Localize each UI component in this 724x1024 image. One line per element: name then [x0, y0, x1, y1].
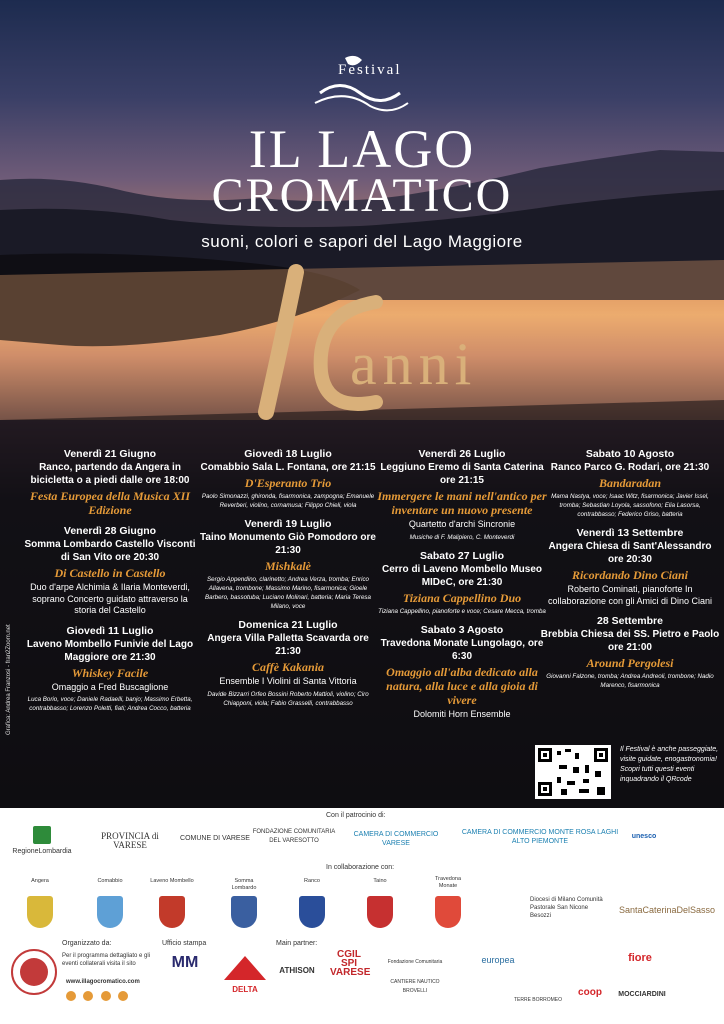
event-title: Omaggio all'alba dedicato alla natura, alla luce e alla gioia di vivere — [386, 664, 538, 707]
ranco-crest-icon — [299, 896, 325, 928]
event-title: Bandaradan — [598, 476, 662, 490]
partner-name: DELTA — [232, 985, 258, 994]
event-place: Somma Lombardo Castello Visconti di San Vito ore 20:30 — [24, 539, 196, 563]
title-line-2: CROMATICO — [211, 169, 513, 222]
somma-crest-icon — [231, 896, 257, 928]
sponsor-unesco: unesco — [631, 833, 657, 840]
event-block — [198, 518, 378, 611]
comabbio-crest-icon — [97, 896, 123, 928]
event-block — [540, 615, 720, 690]
patrocinio-label: Con il patrocinio di: — [326, 812, 386, 819]
organizzato-label: Organizzato da: — [62, 940, 112, 947]
regione-logo-icon — [33, 826, 51, 844]
event-notes: Luca Borio, voce; Daniele Radaelli, banjo; Massimo Erbetta, contrabbasso; Lorenzo Poletti, fiati; Andrea Cocco, batteria — [27, 696, 193, 712]
festival-label: Festival — [338, 62, 402, 78]
event-date: 28 Settembre — [597, 615, 663, 627]
sponsor-comune: COMUNE DI VARESE — [180, 835, 250, 842]
sponsor-provincia: PROVINCIA di VARESE — [101, 831, 159, 850]
anni-label: anni — [350, 331, 478, 397]
event-block — [372, 624, 552, 721]
event-place: Ranco Parco G. Rodari, ore 21:30 — [550, 462, 710, 473]
festival-logo-icon — [300, 48, 420, 118]
town-travedona: Travedona Monate — [434, 876, 462, 889]
event-subtitle: Omaggio a Fred Buscaglione — [51, 681, 169, 692]
web-icon[interactable] — [118, 991, 128, 1001]
graphic-credit: Grafica: Andrea Franzosi - fran2Zoom.net — [6, 624, 12, 735]
schedule-column-4 — [540, 448, 720, 698]
delta-triangle-icon — [222, 954, 268, 982]
partner-europea: europea — [481, 955, 515, 965]
event-notes: Tiziana Cappellino, pianoforte e voce; Cesare Mecca, tromba — [378, 607, 546, 615]
schedule-column-3 — [372, 448, 552, 728]
event-date: Venerdì 21 Giugno — [63, 448, 157, 460]
event-place: Cerro di Laveno Mombello Museo MIDeC, ore 21:30 — [381, 563, 543, 588]
event-notes: Sergio Appendino, clarinetto; Andrea Verza, tromba; Enrico Allavena, trombone; Massimo Marino, fisarmonica; Gioele Barbero, bassotuba; Luciano Molinari, batteria; Maria Teresa Milano, voce — [205, 576, 371, 610]
facebook-icon[interactable] — [66, 991, 76, 1001]
ufficio-label: Ufficio stampa — [162, 940, 207, 947]
event-block — [540, 448, 720, 519]
instagram-icon[interactable] — [83, 991, 93, 1001]
event-place: Travedona Monate Lungolago, ore 6:30 — [380, 637, 544, 662]
event-place: Angera Chiesa di Sant'Alessandro ore 20:30 — [548, 541, 712, 565]
event-block — [372, 448, 552, 542]
taino-crest-icon — [367, 896, 393, 928]
town-angera: Angera — [31, 878, 49, 884]
diocesi-label: Diocesi di Milano Comunità Pastorale San Nicone Besozzi — [530, 897, 603, 919]
social-icons — [66, 988, 128, 1006]
qr-note: Il Festival è anche passeggiate, visite guidate, enogastronomia! Scopri tutti questi eventi inquadrando il QRcode — [620, 746, 719, 783]
sponsors-section — [0, 808, 724, 1024]
event-notes: Musiche di F. Malipiero, C. Monteverdi — [409, 533, 515, 541]
partner-coop: coop — [578, 987, 602, 998]
partner-delta — [222, 954, 268, 996]
event-title: Festa Europea della Musica XII Edizione — [29, 489, 191, 517]
partner-mocciardini: MOCCIARDINI — [618, 991, 666, 998]
website-link[interactable]: www.illagocromatico.com — [66, 979, 140, 985]
travedona-crest-icon — [435, 896, 461, 928]
event-title: Mishkalè — [264, 559, 311, 573]
angera-crest-icon — [27, 896, 53, 928]
event-date: Sabato 27 Luglio — [419, 549, 504, 562]
event-title: Tiziana Cappellino Duo — [402, 590, 522, 605]
event-place: Laveno Mombello Funivie del Lago Maggiore ore 21:30 — [26, 638, 194, 663]
collaborazione-label: In collaborazione con: — [326, 864, 395, 871]
event-title: Caffè Kakania — [251, 660, 325, 674]
event-date: Venerdì 26 Luglio — [418, 448, 506, 460]
event-place: Taino Monumento Giò Pomodoro ore 21:30 — [200, 532, 376, 556]
partner-fondazione: Fondazione Comunitaria — [387, 959, 443, 965]
event-date: Giovedì 18 Luglio — [244, 448, 332, 460]
event-place: Ranco, partendo da Angera in bicicletta o a piedi dalle ore 18:00 — [30, 462, 190, 486]
event-block — [372, 550, 552, 616]
schedule-column-2 — [198, 448, 378, 716]
event-block — [20, 525, 200, 617]
qr-code-icon[interactable] — [535, 745, 611, 799]
event-subtitle: Roberto Cominati, pianoforte In collaborazione con gli Amici di Dino Ciani — [547, 584, 713, 606]
event-subtitle: Quartetto d'archi Sincronie — [408, 519, 516, 529]
sponsor-name: RegioneLombardia — [12, 848, 72, 855]
partner-cgil: CGIL SPI VARESE — [330, 949, 371, 978]
youtube-icon[interactable] — [101, 991, 111, 1001]
schedule-column-1 — [20, 448, 200, 721]
partner-terre-borromeo: TERRE BORROMEO — [513, 997, 563, 1003]
event-block — [540, 527, 720, 607]
event-notes: Paolo Simonazzi, ghironda, fisarmonica, zampogna; Emanuele Reverberi, violino, cornamusa; Filippo Chieli, viola — [201, 493, 375, 509]
event-place: Comabbio Sala L. Fontana, ore 21:15 — [200, 462, 376, 473]
event-title: Di Castello in Castello — [54, 566, 166, 580]
sponsor-regione-lombardia — [12, 826, 72, 856]
event-block — [20, 625, 200, 714]
event-title: Around Pergolesi — [586, 656, 674, 670]
event-notes: Giovanni Falzone, tromba; Andrea Andreoli, trombone; Nadio Marenco, fisarmonica — [546, 673, 714, 689]
partner-label: Main partner: — [276, 940, 318, 947]
town-ranco: Ranco — [304, 878, 320, 884]
associazione-logo-icon — [10, 948, 58, 996]
partner-athison: ATHISON — [279, 966, 315, 975]
event-date: Domenica 21 Luglio — [238, 619, 338, 631]
event-place: Angera Villa Palletta Scavarda ore 21:30 — [207, 633, 369, 657]
sponsor-fondazione: FONDAZIONE COMUNITARIA DEL VARESOTTO — [252, 829, 336, 844]
event-date: Venerdì 19 Luglio — [244, 518, 332, 530]
event-title: D'Esperanto Trio — [244, 476, 332, 490]
town-laveno: Laveno Mombello — [150, 878, 194, 884]
title-line-1: IL LAGO — [248, 119, 476, 179]
sponsor-camera-monte-rosa: CAMERA DI COMMERCIO MONTE ROSA LAGHI ALTO PIEMONTE — [461, 829, 619, 845]
partner-fiore: fiore — [628, 952, 652, 964]
town-comabbio: Comabbio — [97, 878, 123, 884]
event-block — [198, 619, 378, 708]
event-title: Whiskey Facile — [71, 665, 149, 680]
event-notes: Mama Nastya, voce; Isaac Witz, fisarmonica; Javier Issel, tromba; Sebastian Loyola, sassofono; Elia Lasorsa, contrabbasso; Federico Griso, batteria — [551, 493, 709, 518]
partner-brovelli: CANTIERE NAUTICO BROVELLI — [390, 979, 440, 994]
event-block — [198, 448, 378, 510]
event-title: Ricordando Dino Ciani — [571, 568, 689, 582]
subtitle: suoni, colori e sapori del Lago Maggiore — [201, 232, 523, 251]
event-date: Venerdì 13 Settembre — [576, 527, 684, 539]
event-date: Venerdì 28 Giugno — [63, 525, 157, 537]
event-notes: Davide Bizzarri Orfeo Bossini Roberto Mattioli, violino; Ciro Chiapponi, viola; Fabio Grasselli, contrabbasso — [207, 690, 369, 707]
event-date: Giovedì 11 Luglio — [66, 624, 154, 637]
event-subtitle: Dolomiti Horn Ensemble — [413, 708, 511, 719]
event-title: Immergere le mani nell'antico per inventare un nuovo presente — [377, 489, 547, 517]
sponsor-camera-varese: CAMERA DI COMMERCIO VARESE — [353, 831, 439, 847]
event-block — [20, 448, 200, 517]
town-somma: Somma Lombardo — [231, 878, 257, 891]
event-place: Leggiuno Eremo di Santa Caterina ore 21:15 — [380, 462, 544, 486]
event-subtitle: Ensemble I Violini di Santa Vittoria — [219, 676, 357, 686]
laveno-crest-icon — [159, 896, 185, 928]
event-subtitle: Duo d'arpe Alchimia & Ilaria Monteverdi, soprano Concerto guidato attraverso la storia del Castello — [30, 582, 190, 615]
event-date: Sabato 10 Agosto — [585, 448, 675, 460]
ufficio-stampa-logo: MM — [171, 954, 199, 971]
info-text: Per il programma dettagliato e gli eventi collaterali visita il sito — [62, 953, 151, 967]
event-date: Sabato 3 Agosto — [420, 623, 504, 636]
eremo-logo: SantaCaterinaDelSasso — [618, 905, 716, 915]
town-taino: Taino — [373, 878, 387, 884]
event-place: Brebbia Chiesa dei SS. Pietro e Paolo ore 21:00 — [540, 629, 720, 653]
